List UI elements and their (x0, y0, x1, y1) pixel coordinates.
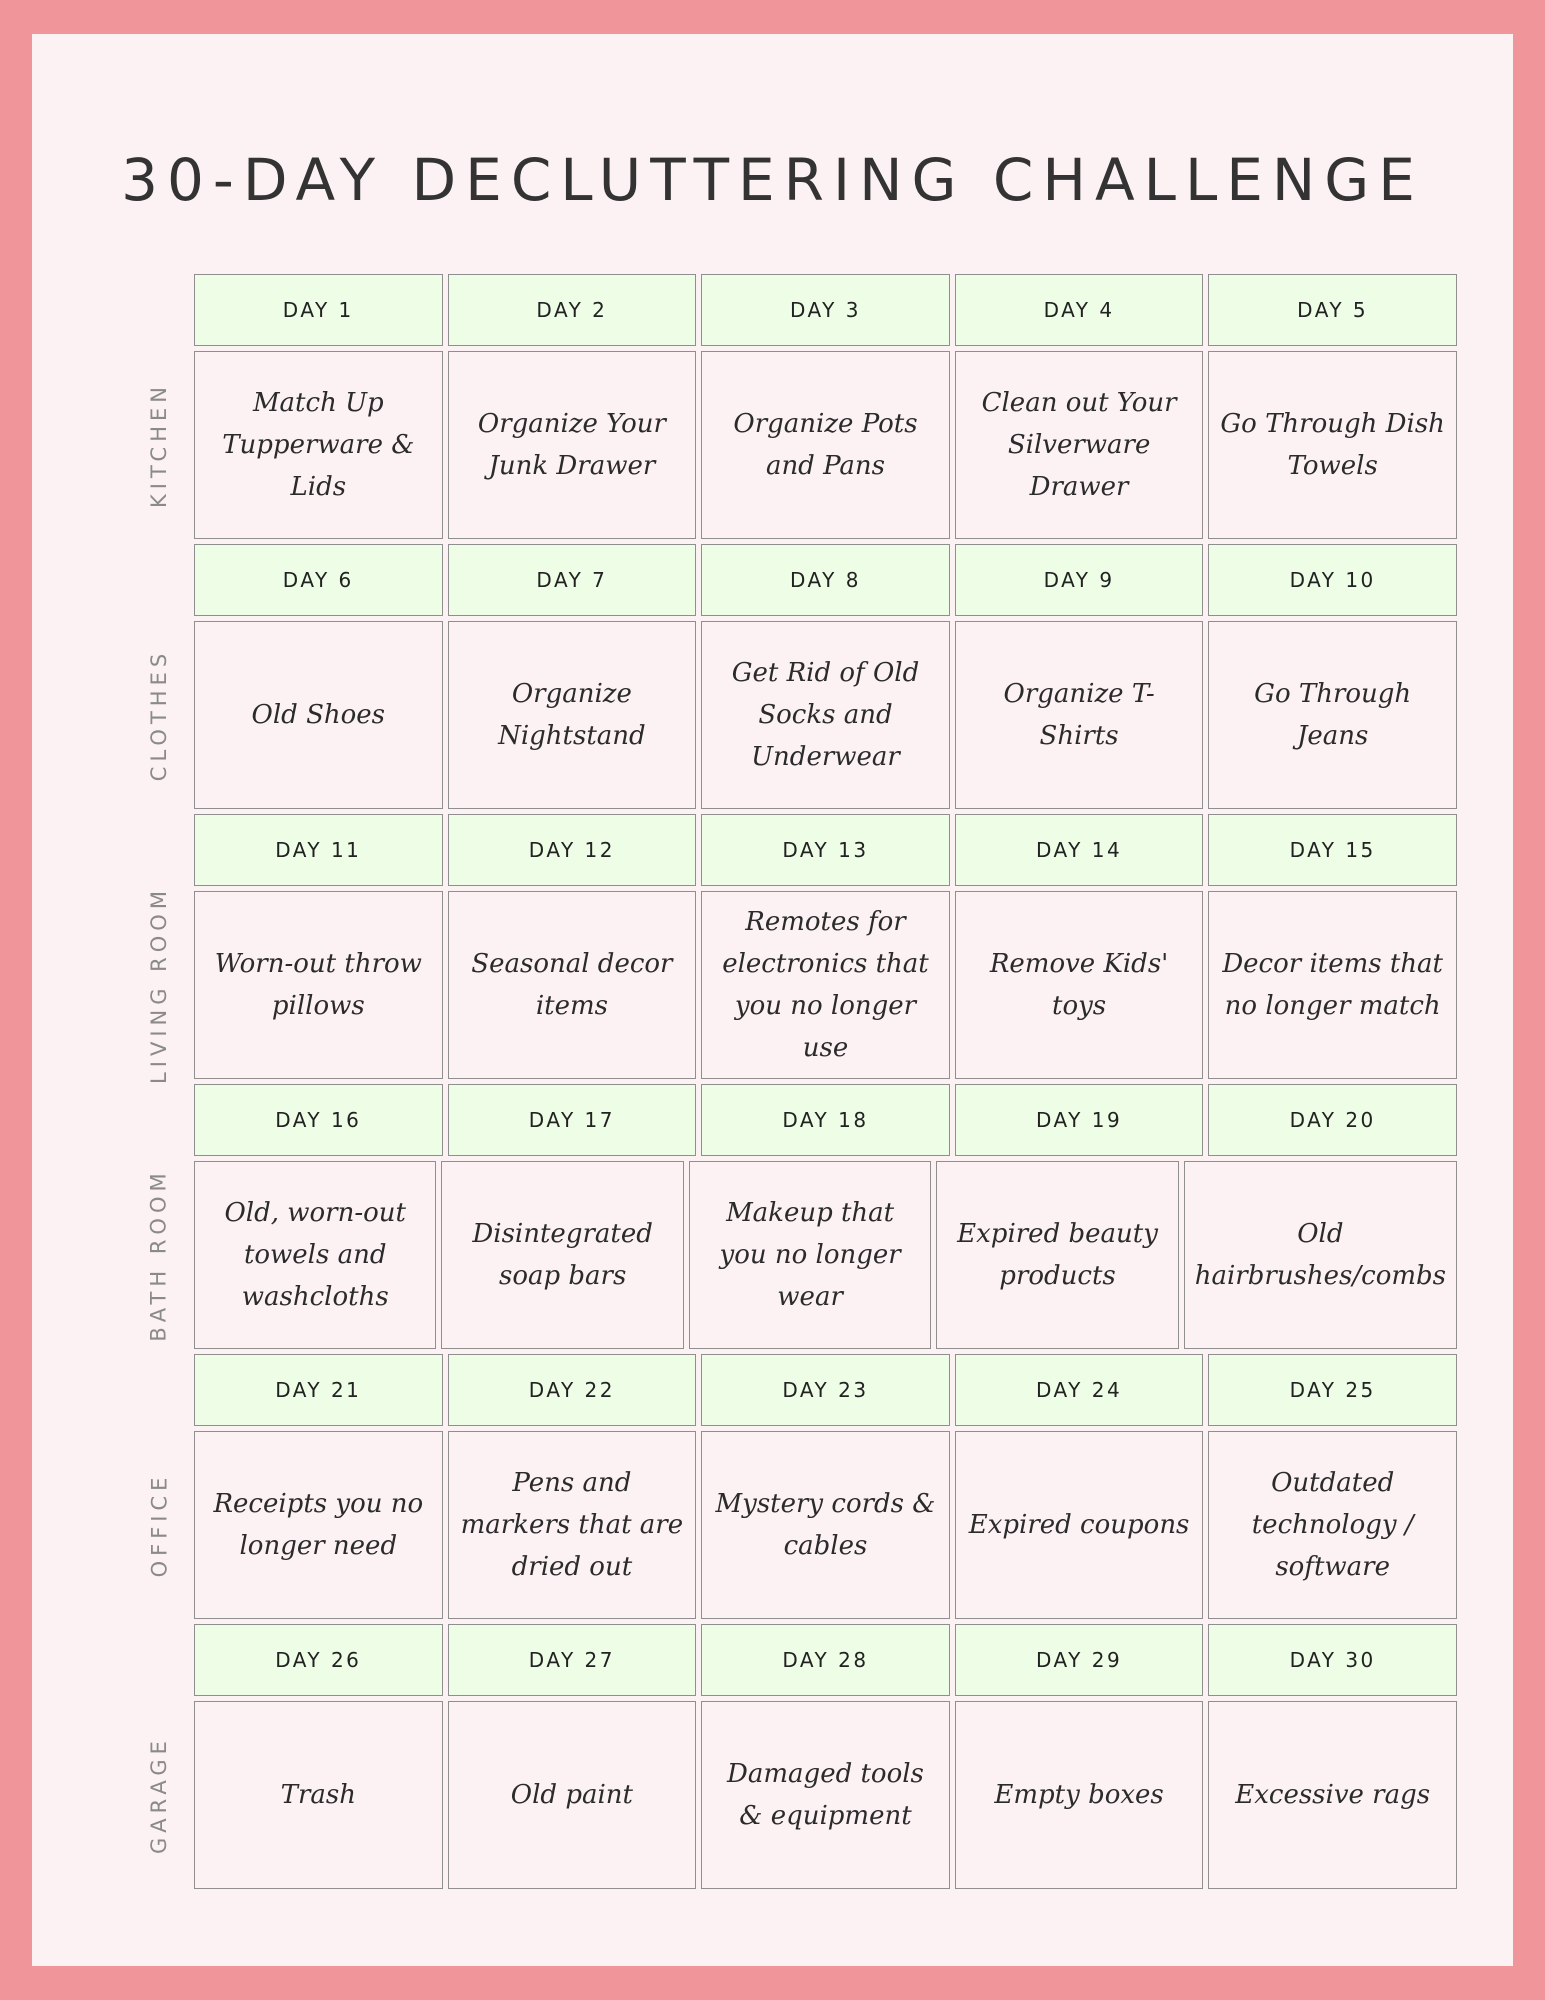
day-label: DAY 22 (448, 1354, 697, 1426)
task-cell (194, 891, 443, 1079)
day-label: DAY 11 (194, 814, 443, 886)
task-cell (194, 1161, 436, 1349)
task-cell (955, 621, 1204, 809)
task-text: Disintegrated soap bars (472, 1219, 653, 1291)
task-text: Expired coupons (968, 1510, 1190, 1540)
task-cell (194, 1431, 443, 1619)
task-row (194, 1161, 1457, 1349)
task-cell (701, 891, 950, 1079)
task-text: Old Shoes (251, 700, 386, 730)
section-label-text: LIVING ROOM (147, 886, 172, 1084)
task-row (194, 351, 1457, 539)
task-cell (441, 1161, 683, 1349)
task-cell (1208, 621, 1457, 809)
task-text: Organize Nightstand (498, 679, 646, 751)
task-cell (955, 1701, 1204, 1889)
day-label: DAY 9 (955, 544, 1204, 616)
day-header-row (194, 274, 1457, 346)
section-label (124, 886, 194, 1084)
task-text: Get Rid of Old Socks and Underwear (731, 658, 920, 772)
task-cell (194, 351, 443, 539)
section-bath-room (147, 1084, 1457, 1354)
section-label-text: BATH ROOM (147, 1168, 171, 1342)
page-title: 30-DAY DECLUTTERING CHALLENGE (121, 146, 1424, 214)
day-label: DAY 8 (701, 544, 950, 616)
task-text: Mystery cords & cables (715, 1489, 936, 1561)
section-clothes (147, 544, 1457, 814)
task-cell (955, 891, 1204, 1079)
day-label: DAY 2 (448, 274, 697, 346)
day-label: DAY 19 (955, 1084, 1204, 1156)
task-cell (448, 621, 697, 809)
section-office (147, 1354, 1457, 1624)
day-label: DAY 30 (1208, 1624, 1457, 1696)
day-label: DAY 10 (1208, 544, 1457, 616)
task-cell (955, 351, 1204, 539)
task-text: Decor items that no longer match (1222, 949, 1444, 1021)
task-row (194, 891, 1457, 1079)
section-label (124, 346, 194, 544)
day-label: DAY 20 (1208, 1084, 1457, 1156)
task-cell (1208, 891, 1457, 1079)
task-text: Outdated technology / software (1251, 1468, 1414, 1582)
task-cell (1184, 1161, 1457, 1349)
day-label: DAY 28 (701, 1624, 950, 1696)
day-label: DAY 3 (701, 274, 950, 346)
section-label-text: KITCHEN (147, 382, 171, 508)
task-text: Pens and markers that are dried out (460, 1468, 684, 1582)
day-label: DAY 6 (194, 544, 443, 616)
task-text: Old paint (510, 1780, 633, 1810)
day-label: DAY 29 (955, 1624, 1204, 1696)
task-cell (1208, 351, 1457, 539)
task-text: Trash (280, 1780, 356, 1810)
task-cell (194, 1701, 443, 1889)
section-label (124, 1696, 194, 1894)
task-text: Damaged tools & equipment (727, 1759, 924, 1831)
section-label (124, 616, 194, 814)
task-row (194, 621, 1457, 809)
day-header-row (194, 1084, 1457, 1156)
day-header-row (194, 1624, 1457, 1696)
task-text: Organize Pots and Pans (733, 409, 918, 481)
day-label: DAY 18 (701, 1084, 950, 1156)
day-label: DAY 16 (194, 1084, 443, 1156)
day-label: DAY 4 (955, 274, 1204, 346)
day-label: DAY 5 (1208, 274, 1457, 346)
section-living-room (147, 814, 1457, 1084)
task-cell (448, 1431, 697, 1619)
task-cell (701, 1431, 950, 1619)
challenge-sheet (32, 34, 1513, 1966)
task-cell (448, 1701, 697, 1889)
task-cell (936, 1161, 1178, 1349)
day-label: DAY 24 (955, 1354, 1204, 1426)
section-garage (147, 1624, 1457, 1894)
day-label: DAY 7 (448, 544, 697, 616)
task-text: Organize Your Junk Drawer (477, 409, 666, 481)
day-label: DAY 23 (701, 1354, 950, 1426)
section-label-text: OFFICE (147, 1472, 171, 1578)
day-label: DAY 13 (701, 814, 950, 886)
day-label: DAY 27 (448, 1624, 697, 1696)
day-header-row (194, 814, 1457, 886)
task-text: Clean out Your Silverware Drawer (981, 388, 1177, 502)
task-cell (955, 1431, 1204, 1619)
task-cell (1208, 1431, 1457, 1619)
task-text: Remove Kids' toys (989, 949, 1169, 1021)
task-cell (1208, 1701, 1457, 1889)
task-text: Old, worn-out towels and washcloths (224, 1198, 406, 1312)
day-label: DAY 12 (448, 814, 697, 886)
challenge-grid (147, 274, 1457, 1894)
task-cell (701, 351, 950, 539)
section-kitchen (147, 274, 1457, 544)
day-label: DAY 1 (194, 274, 443, 346)
task-text: Remotes for electronics that you no longer use (722, 907, 929, 1063)
section-label-text: GARAGE (147, 1736, 172, 1854)
task-cell (194, 621, 443, 809)
task-row (194, 1701, 1457, 1889)
task-text: Old hairbrushes/combs (1194, 1219, 1446, 1291)
day-header-row (194, 544, 1457, 616)
task-text: Match Up Tupperware & Lids (222, 388, 415, 502)
task-cell (701, 621, 950, 809)
task-text: Worn-out throw pillows (214, 949, 422, 1021)
task-text: Empty boxes (994, 1780, 1164, 1810)
task-row (194, 1431, 1457, 1619)
day-label: DAY 14 (955, 814, 1204, 886)
task-text: Receipts you no longer need (213, 1489, 424, 1561)
section-label-text: CLOTHES (147, 648, 171, 782)
day-header-row (194, 1354, 1457, 1426)
task-text: Organize T-Shirts (1003, 679, 1155, 751)
day-label: DAY 26 (194, 1624, 443, 1696)
task-text: Makeup that you no longer wear (719, 1198, 901, 1312)
section-label (124, 1156, 194, 1354)
task-cell (689, 1161, 931, 1349)
day-label: DAY 17 (448, 1084, 697, 1156)
day-label: DAY 15 (1208, 814, 1457, 886)
task-text: Go Through Dish Towels (1220, 409, 1445, 481)
task-cell (448, 351, 697, 539)
task-text: Seasonal decor items (471, 949, 673, 1021)
task-cell (448, 891, 697, 1079)
section-label (124, 1426, 194, 1624)
day-label: DAY 21 (194, 1354, 443, 1426)
task-text: Excessive rags (1235, 1780, 1431, 1810)
task-text: Go Through Jeans (1254, 679, 1412, 751)
task-cell (701, 1701, 950, 1889)
day-label: DAY 25 (1208, 1354, 1457, 1426)
task-text: Expired beauty products (957, 1219, 1158, 1291)
